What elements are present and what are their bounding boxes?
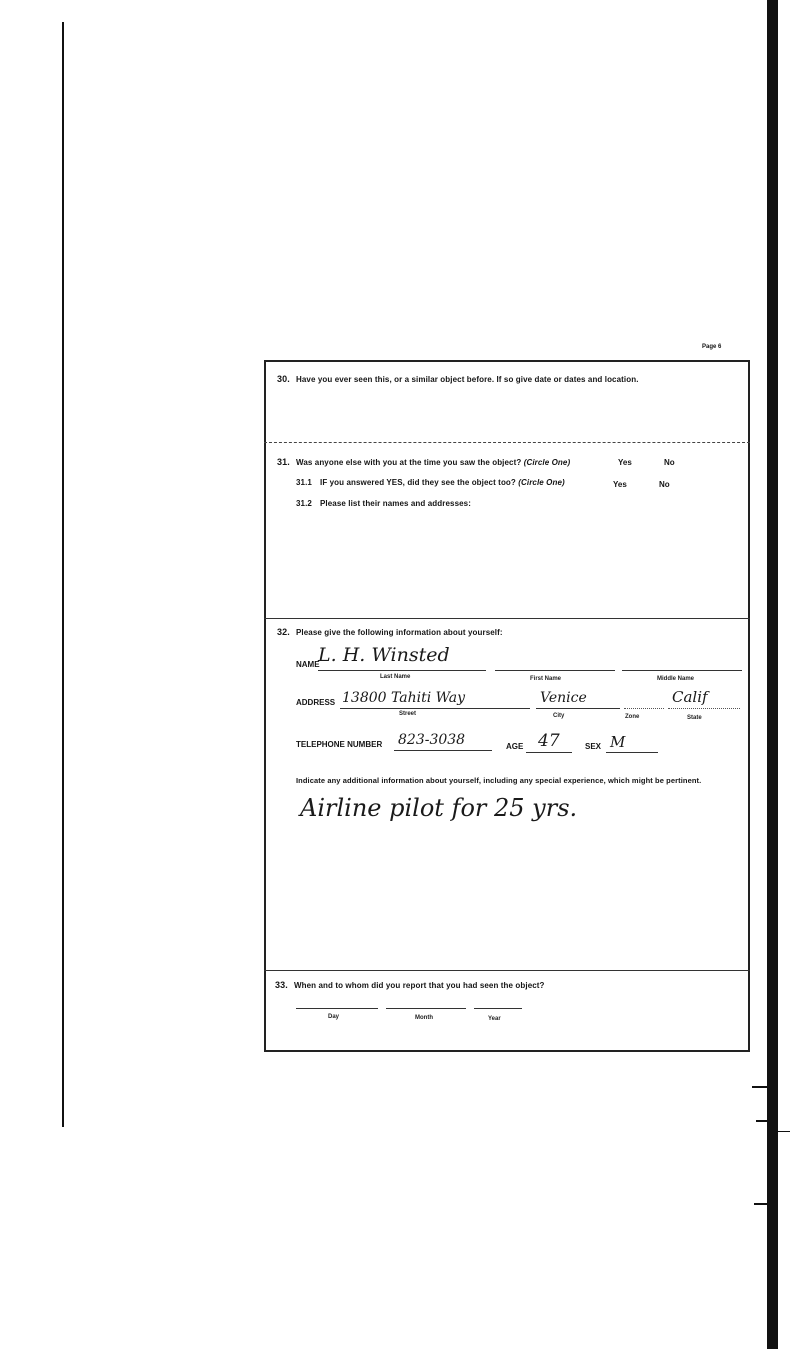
- telephone-line: [394, 750, 492, 751]
- zone-line: [624, 708, 664, 709]
- additional-info-value[interactable]: Airline pilot for 25 yrs.: [300, 794, 578, 822]
- question-31-2-number: 31.2: [296, 499, 312, 508]
- last-name-caption: Last Name: [380, 674, 411, 680]
- question-31-text: Was anyone else with you at the time you saw the object?: [296, 458, 522, 467]
- right-edge-line: [767, 0, 778, 1349]
- question-31-1-circle-hint: (Circle One): [518, 478, 565, 487]
- last-name-line: [318, 670, 486, 671]
- city-line: [536, 708, 620, 709]
- question-31-2-text: Please list their names and addresses:: [320, 499, 471, 508]
- question-30: [277, 374, 639, 384]
- question-31: [277, 457, 570, 467]
- additional-info-prompt: Indicate any additional information about yourself, including any special experience, which might be pertinent.: [296, 776, 702, 785]
- street-line: [340, 708, 530, 709]
- question-30-text: Have you ever seen this, or a similar object before. If so give date or dates and location.: [296, 375, 639, 384]
- right-edge-tick-1: [752, 1086, 770, 1088]
- age-line: [526, 752, 572, 753]
- name-label: NAME: [296, 660, 320, 669]
- city-value[interactable]: Venice: [540, 690, 587, 706]
- right-edge-tick-4: [778, 1131, 790, 1132]
- age-value[interactable]: 47: [538, 731, 560, 751]
- question-31-1-yes[interactable]: Yes: [613, 480, 627, 489]
- separator-32-33: [264, 970, 750, 971]
- zone-caption: Zone: [625, 714, 640, 720]
- age-label: AGE: [506, 742, 524, 751]
- street-value[interactable]: 13800 Tahiti Way: [342, 690, 466, 706]
- day-caption: Day: [328, 1014, 340, 1020]
- question-32: [277, 627, 503, 637]
- question-31-1-number: 31.1: [296, 478, 312, 487]
- left-margin-line: [62, 22, 64, 1127]
- question-33: [275, 980, 545, 990]
- city-caption: City: [553, 713, 565, 719]
- question-33-text: When and to whom did you report that you had seen the object?: [294, 981, 545, 990]
- year-line: [474, 1008, 522, 1009]
- state-line: [668, 708, 740, 709]
- sex-label: SEX: [585, 742, 602, 751]
- street-caption: Street: [399, 711, 417, 717]
- question-31-1-no[interactable]: No: [659, 480, 670, 489]
- question-31-1: [296, 478, 565, 487]
- year-caption: Year: [488, 1016, 501, 1022]
- sex-line: [606, 752, 658, 753]
- middle-name-line: [622, 670, 742, 671]
- question-31-no[interactable]: No: [664, 458, 675, 467]
- first-name-line: [495, 670, 615, 671]
- right-edge-tick-2: [756, 1120, 770, 1122]
- right-edge-tick-3: [754, 1203, 770, 1205]
- month-line: [386, 1008, 466, 1009]
- question-31-number: 31.: [277, 457, 290, 467]
- question-32-number: 32.: [277, 627, 290, 637]
- question-33-number: 33.: [275, 980, 288, 990]
- telephone-value[interactable]: 823-3038: [398, 732, 466, 748]
- middle-name-caption: Middle Name: [657, 676, 695, 682]
- address-label: ADDRESS: [296, 698, 336, 707]
- name-value[interactable]: L. H. Winsted: [318, 644, 450, 666]
- month-caption: Month: [415, 1015, 433, 1021]
- question-31-yes[interactable]: Yes: [618, 458, 632, 467]
- question-31-1-text: IF you answered YES, did they see the object too?: [320, 478, 516, 487]
- state-value[interactable]: Calif: [672, 688, 708, 706]
- sex-value[interactable]: M: [610, 733, 626, 751]
- question-31-2: [296, 499, 471, 508]
- telephone-label: TELEPHONE NUMBER: [296, 740, 383, 749]
- state-caption: State: [687, 715, 702, 721]
- question-31-circle-hint: (Circle One): [523, 458, 571, 467]
- question-30-number: 30.: [277, 374, 290, 384]
- question-32-text: Please give the following information about yourself:: [296, 628, 503, 637]
- separator-31-32: [264, 618, 750, 619]
- page-number: Page 6: [702, 344, 722, 350]
- day-line: [296, 1008, 378, 1009]
- separator-30-31: [264, 442, 750, 443]
- first-name-caption: First Name: [530, 676, 562, 682]
